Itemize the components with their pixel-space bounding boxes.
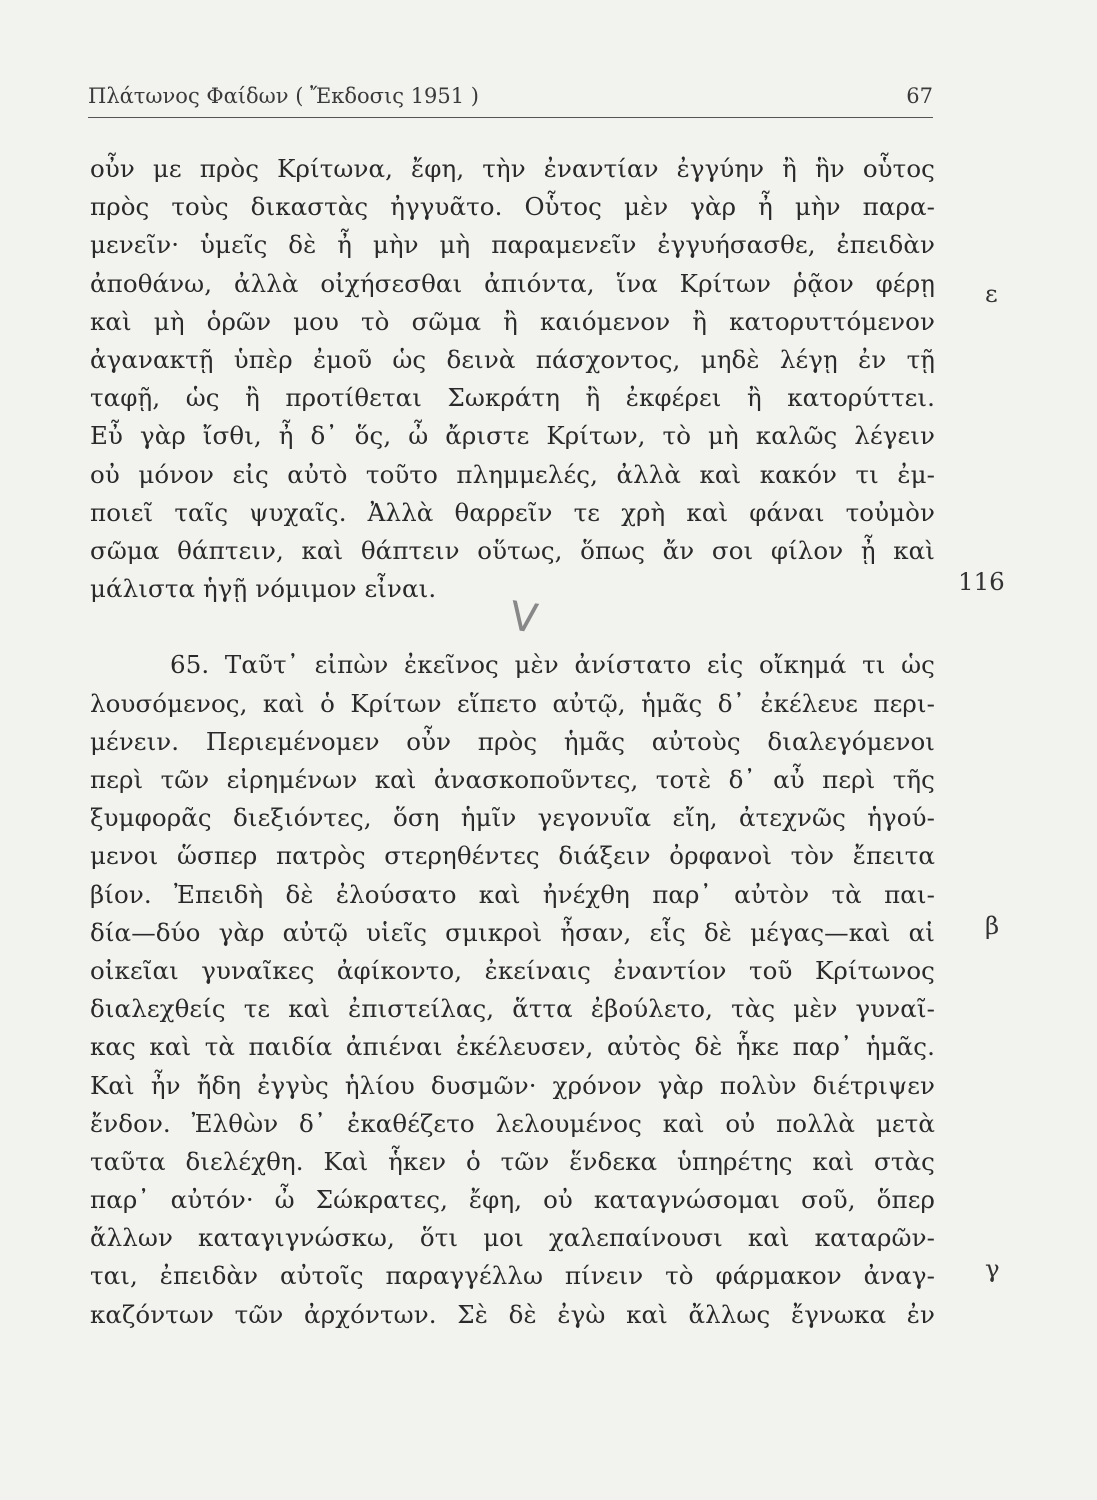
margin-page-number-116: 116 (958, 567, 1005, 596)
running-header (88, 80, 933, 114)
text-line: διαλεχθείς τε καὶ ἐπιστείλας, ἅττα ἐβούλετο, τὰς μὲν γυναῖ- (90, 994, 935, 1024)
page-number: 67 (906, 84, 933, 108)
text-line: ἀγανακτῇ ὑπὲρ ἐμοῦ ὡς δεινὰ πάσχοντος, μηδὲ λέγῃ ἐν τῇ (90, 344, 935, 374)
text-line: περὶ τῶν εἰρημένων καὶ ἀνασκοποῦντες, τοτὲ δ᾽ αὖ περὶ τῆς (90, 765, 935, 794)
text-line: μένειν. Περιεμένομεν οὖν πρὸς ἡμᾶς αὐτοὺς διαλεγόμενοι (90, 726, 935, 756)
text-line: Καὶ ἦν ἤδη ἐγγὺς ἡλίου δυσμῶν· χρόνον γὰρ πολὺν διέτριψεν (90, 1070, 935, 1100)
text-line: παρ᾽ αὐτόν· ὦ Σώκρατες, ἔφη, οὐ καταγνώσομαι σοῦ, ὅπερ (90, 1185, 935, 1215)
text-line: ταῦτα διελέχθη. Καὶ ἧκεν ὁ τῶν ἕνδεκα ὑπηρέτης καὶ στὰς (90, 1146, 935, 1176)
text-line: καὶ μὴ ὁρῶν μου τὸ σῶμα ἢ καιόμενον ἢ κατορυττόμενον (90, 306, 935, 336)
text-line: κας καὶ τὰ παιδία ἀπιέναι ἐκέλευσεν, αὐτὸς δὲ ἧκε παρ᾽ ἡμᾶς. (90, 1032, 935, 1062)
margin-section-beta: β (985, 911, 1000, 940)
text-line: ἔνδον. Ἐλθὼν δ᾽ ἐκαθέζετο λελουμένος καὶ οὐ πολλὰ μετὰ (90, 1108, 935, 1138)
text-line: Εὖ γὰρ ἴσθι, ἦ δ᾽ ὅς, ὦ ἄριστε Κρίτων, τὸ μὴ καλῶς λέγειν (90, 421, 935, 451)
text-line: βίον. Ἐπειδὴ δὲ ἐλούσατο καὶ ἠνέχθη παρ᾽ αὐτὸν τὰ παι- (90, 879, 935, 909)
text-line: ται, ἐπειδὰν αὐτοῖς παραγγέλλω πίνειν τὸ φάρμακον ἀναγ- (90, 1261, 935, 1291)
margin-section-gamma: γ (985, 1254, 1000, 1283)
text-line: ταφῇ, ὡς ἢ προτίθεται Σωκράτη ἢ ἐκφέρει ἢ κατορύττει. (90, 383, 935, 413)
text-line: ποιεῖ ταῖς ψυχαῖς. Ἀλλὰ θαρρεῖν τε χρὴ καὶ φάναι τοὐμὸν (90, 497, 935, 527)
header-title: Πλάτωνος Φαίδων ( Ἔκδοσις 1951 ) (88, 84, 480, 108)
margin-section-epsilon: ε (985, 279, 998, 308)
text-line: μάλιστα ἡγῇ νόμιμον εἶναι. (90, 574, 437, 604)
text-line: ἀποθάνω, ἀλλὰ οἰχήσεσθαι ἀπιόντα, ἵνα Κρίτων ῥᾷον φέρῃ (90, 268, 935, 298)
text-line: λουσόμενος, καὶ ὁ Κρίτων εἵπετο αὐτῷ, ἡμᾶς δ᾽ ἐκέλευε περι- (90, 688, 935, 718)
text-line: μενεῖν· ὑμεῖς δὲ ἦ μὴν μὴ παραμενεῖν ἐγγυήσασθε, ἐπειδὰν (90, 230, 935, 260)
text-line: ἄλλων καταγιγνώσκω, ὅτι μοι χαλεπαίνουσι καὶ καταρῶν- (90, 1223, 935, 1253)
text-line: πρὸς τοὺς δικαστὰς ἠγγυᾶτο. Οὗτος μὲν γὰρ ἦ μὴν παρα- (90, 192, 935, 222)
handwritten-check-mark: V (506, 593, 541, 643)
text-line: δία—δύο γὰρ αὐτῷ υἱεῖς σμικροὶ ἦσαν, εἷς δὲ μέγας—καὶ αἱ (90, 917, 935, 947)
text-line: οὖν με πρὸς Κρίτωνα, ἔφη, τὴν ἐναντίαν ἐγγύην ἢ ἣν οὗτος (90, 154, 935, 183)
text-line: σῶμα θάπτειν, καὶ θάπτειν οὕτως, ὅπως ἄν σοι φίλον ᾖ καὶ (90, 535, 935, 565)
text-line: καζόντων τῶν ἀρχόντων. Σὲ δὲ ἐγὼ καὶ ἄλλως ἔγνωκα ἐν (90, 1299, 935, 1329)
chapter-start-line: 65. Ταῦτ᾽ εἰπὼν ἐκεῖνος μὲν ἀνίστατο εἰς οἴκημά τι ὡς (170, 650, 935, 680)
header-rule (88, 117, 933, 118)
text-line: οἰκεῖαι γυναῖκες ἀφίκοντο, ἐκείναις ἐναντίον τοῦ Κρίτωνος (90, 955, 935, 985)
text-line: οὐ μόνον εἰς αὐτὸ τοῦτο πλημμελές, ἀλλὰ καὶ κακόν τι ἐμ- (90, 459, 935, 489)
body-text (90, 150, 935, 1334)
text-line: ξυμφορᾶς διεξιόντες, ὅση ἡμῖν γεγονυῖα εἴη, ἀτεχνῶς ἡγού- (90, 803, 935, 833)
text-line: μενοι ὥσπερ πατρὸς στερηθέντες διάξειν ὀρφανοὶ τὸν ἔπειτα (90, 841, 935, 871)
